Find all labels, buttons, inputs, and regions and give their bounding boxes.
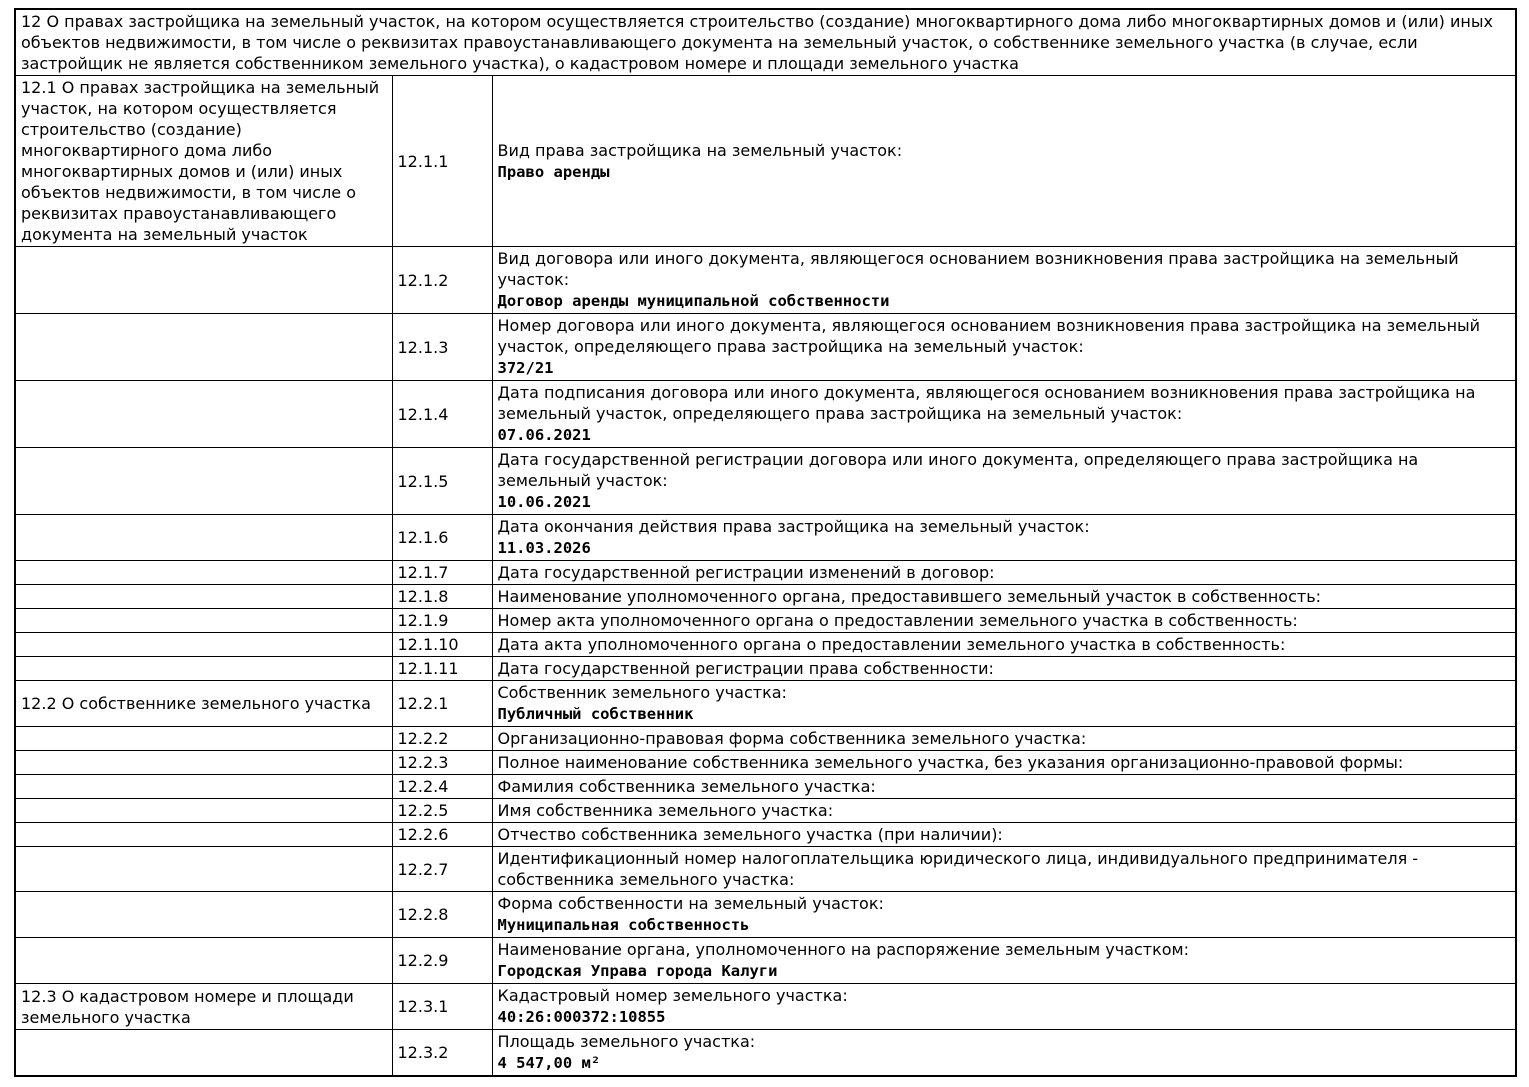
table-header-row <box>15 9 1516 76</box>
section-cell <box>15 515 392 561</box>
field-value: 4 547,00 м² <box>497 1054 601 1072</box>
table-row <box>15 984 1516 1030</box>
table-row <box>15 727 1516 751</box>
code-cell: 12.1.9 <box>392 609 492 633</box>
field-value: 40:26:000372:10855 <box>497 1008 666 1026</box>
code-cell: 12.1.1 <box>392 76 492 247</box>
field-label: Вид права застройщика на земельный участок: <box>497 140 903 160</box>
section-12-header: 12 О правах застройщика на земельный участок, на котором осуществляется строительство (создание) многоквартирного дома либо многоквартирных домов и (или) иных объектов недвижимости, в том числе о реквизитах правоустанавливающего документа на земельный участок, о собственнике земельного участка (в случае, если застройщик не является собственником земельного участка), о кадастровом номере и площади земельного участка <box>15 9 1516 76</box>
value-cell <box>492 76 1516 247</box>
field-label: Дата подписания договора или иного документа, являющегося основанием возникновения права застройщика на земельный участок, определяющего права застройщика на земельный участок: <box>497 383 1476 423</box>
table-row <box>15 681 1516 727</box>
section-cell: 12.2 О собственнике земельного участка <box>15 681 392 727</box>
table-row <box>15 448 1516 515</box>
code-cell: 12.1.4 <box>392 381 492 448</box>
field-label: Собственник земельного участка: <box>497 683 787 702</box>
table-row <box>15 775 1516 799</box>
field-label: Организационно-правовая форма собственника земельного участка: <box>497 729 1087 748</box>
section-cell <box>15 892 392 938</box>
field-label: Дата государственной регистрации права собственности: <box>497 659 994 678</box>
section-cell <box>15 847 392 892</box>
value-cell <box>492 448 1516 515</box>
field-label: Наименование органа, уполномоченного на распоряжение земельным участком: <box>497 940 1189 959</box>
section-cell <box>15 381 392 448</box>
field-label: Полное наименование собственника земельного участка, без указания организационно-правовой формы: <box>497 753 1404 772</box>
field-label: Идентификационный номер налогоплательщика юридического лица, индивидуального предпринимателя - собственника земельного участка: <box>497 849 1419 889</box>
value-cell <box>492 847 1516 892</box>
section-cell <box>15 314 392 381</box>
field-value: 372/21 <box>497 359 554 377</box>
section-cell <box>15 1030 392 1077</box>
value-cell <box>492 314 1516 381</box>
code-cell: 12.2.3 <box>392 751 492 775</box>
field-label: Наименование уполномоченного органа, предоставившего земельный участок в собственность: <box>497 587 1322 606</box>
value-cell <box>492 823 1516 847</box>
field-label: Кадастровый номер земельного участка: <box>497 986 848 1005</box>
code-cell: 12.1.3 <box>392 314 492 381</box>
section-cell <box>15 247 392 314</box>
table-row <box>15 823 1516 847</box>
code-cell: 12.2.5 <box>392 799 492 823</box>
field-label: Дата государственной регистрации договора или иного документа, определяющего права застройщика на земельный участок: <box>497 450 1419 490</box>
value-cell <box>492 938 1516 984</box>
field-value: 10.06.2021 <box>497 493 591 511</box>
table-row <box>15 314 1516 381</box>
section-cell: 12.1 О правах застройщика на земельный участок, на котором осуществляется строительство (создание) многоквартирного дома либо многоквартирных домов и (или) иных объектов недвижимости, в том числе о реквизитах правоустанавливающего документа на земельный участок <box>15 76 392 247</box>
value-cell <box>492 799 1516 823</box>
code-cell: 12.3.2 <box>392 1030 492 1077</box>
field-value: 07.06.2021 <box>497 426 591 444</box>
value-cell <box>492 381 1516 448</box>
value-cell <box>492 515 1516 561</box>
code-cell: 12.2.7 <box>392 847 492 892</box>
code-cell: 12.2.4 <box>392 775 492 799</box>
code-cell: 12.1.5 <box>392 448 492 515</box>
section-cell <box>15 823 392 847</box>
code-cell: 12.1.10 <box>392 633 492 657</box>
value-cell <box>492 775 1516 799</box>
declaration-table <box>14 8 1517 1077</box>
table-row <box>15 799 1516 823</box>
section-cell: 12.3 О кадастровом номере и площади земельного участка <box>15 984 392 1030</box>
field-label: Площадь земельного участка: <box>497 1032 756 1051</box>
field-label: Имя собственника земельного участка: <box>497 801 834 820</box>
section-cell <box>15 609 392 633</box>
value-cell <box>492 984 1516 1030</box>
field-label: Форма собственности на земельный участок: <box>497 894 884 913</box>
table-row <box>15 609 1516 633</box>
value-cell <box>492 892 1516 938</box>
value-cell <box>492 247 1516 314</box>
value-cell <box>492 681 1516 727</box>
code-cell: 12.1.2 <box>392 247 492 314</box>
table-row <box>15 381 1516 448</box>
field-label: Дата окончания действия права застройщика на земельный участок: <box>497 517 1090 536</box>
code-cell: 12.1.6 <box>392 515 492 561</box>
section-cell <box>15 633 392 657</box>
table-row <box>15 515 1516 561</box>
value-cell <box>492 633 1516 657</box>
field-label: Фамилия собственника земельного участка: <box>497 777 876 796</box>
table-row <box>15 892 1516 938</box>
code-cell: 12.2.9 <box>392 938 492 984</box>
code-cell: 12.2.6 <box>392 823 492 847</box>
table-row <box>15 1030 1516 1077</box>
section-cell <box>15 585 392 609</box>
field-label: Номер акта уполномоченного органа о предоставлении земельного участка в собственность: <box>497 611 1298 630</box>
code-cell: 12.2.1 <box>392 681 492 727</box>
table-row <box>15 247 1516 314</box>
value-cell <box>492 585 1516 609</box>
field-value: 11.03.2026 <box>497 539 591 557</box>
section-cell <box>15 727 392 751</box>
value-cell <box>492 561 1516 585</box>
section-cell <box>15 448 392 515</box>
table-row <box>15 938 1516 984</box>
table-row <box>15 76 1516 247</box>
value-cell <box>492 751 1516 775</box>
section-cell <box>15 751 392 775</box>
field-label: Дата государственной регистрации изменений в договор: <box>497 563 995 582</box>
code-cell: 12.1.11 <box>392 657 492 681</box>
section-cell <box>15 775 392 799</box>
code-cell: 12.1.8 <box>392 585 492 609</box>
table-row <box>15 561 1516 585</box>
field-value: Муниципальная собственность <box>497 916 750 934</box>
value-cell <box>492 609 1516 633</box>
field-value: Договор аренды муниципальной собственности <box>497 292 890 310</box>
field-label: Вид договора или иного документа, являющегося основанием возникновения права застройщика на земельный участок: <box>497 249 1459 289</box>
code-cell: 12.1.7 <box>392 561 492 585</box>
code-cell: 12.2.8 <box>392 892 492 938</box>
code-cell: 12.2.2 <box>392 727 492 751</box>
field-value: Публичный собственник <box>497 705 694 723</box>
section-cell <box>15 561 392 585</box>
field-value: Право аренды <box>497 162 610 181</box>
field-label: Дата акта уполномоченного органа о предоставлении земельного участка в собственность: <box>497 635 1286 654</box>
field-value: Городская Управа города Калуги <box>497 962 778 980</box>
value-cell <box>492 1030 1516 1077</box>
table-row <box>15 847 1516 892</box>
table-row <box>15 657 1516 681</box>
section-cell <box>15 657 392 681</box>
table-row <box>15 585 1516 609</box>
field-label: Отчество собственника земельного участка (при наличии): <box>497 825 1003 844</box>
table-row <box>15 751 1516 775</box>
code-cell: 12.3.1 <box>392 984 492 1030</box>
value-cell <box>492 727 1516 751</box>
value-cell <box>492 657 1516 681</box>
field-label: Номер договора или иного документа, являющегося основанием возникновения права застройщика на земельный участок, определяющего права застройщика на земельный участок: <box>497 316 1481 356</box>
table-row <box>15 633 1516 657</box>
section-cell <box>15 938 392 984</box>
section-cell <box>15 799 392 823</box>
